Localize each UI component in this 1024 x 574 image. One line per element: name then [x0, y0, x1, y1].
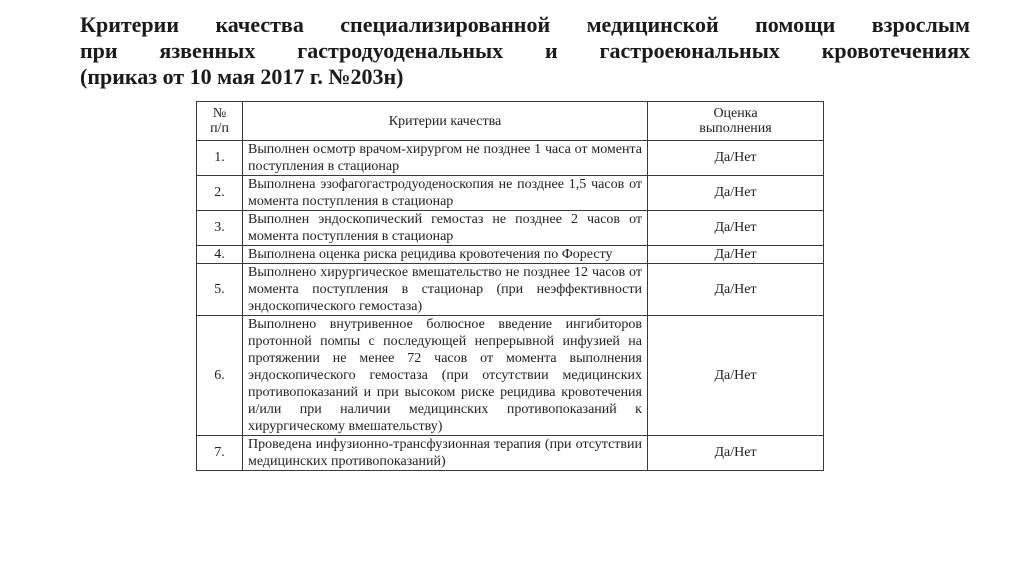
row-number: 7. [197, 436, 243, 471]
row-number: 2. [197, 176, 243, 211]
header-criteria: Критерии качества [243, 102, 648, 141]
table-row [197, 264, 824, 316]
header-number-line-2: п/п [210, 121, 229, 136]
page-title [80, 12, 970, 90]
row-evaluation: Да/Нет [648, 264, 824, 316]
table-row [197, 246, 824, 264]
row-number: 1. [197, 141, 243, 176]
title-line-2: при язвенных гастродуоденальных и гастроеюнальных кровотечениях [80, 38, 970, 63]
table-row [197, 436, 824, 471]
title-line-1: Критерии качества специализированной медицинской помощи взрослым [80, 12, 970, 37]
row-number: 5. [197, 264, 243, 316]
table-header-row [197, 102, 824, 141]
row-evaluation: Да/Нет [648, 211, 824, 246]
header-evaluation-line-1: Оценка [713, 106, 758, 121]
row-evaluation: Да/Нет [648, 436, 824, 471]
row-number: 6. [197, 316, 243, 436]
table-row [197, 141, 824, 176]
header-number [197, 102, 243, 141]
row-evaluation: Да/Нет [648, 316, 824, 436]
table-row [197, 176, 824, 211]
row-criterion: Выполнено хирургическое вмешательство не позднее 12 часов от момента поступления в стационар (при неэффективности эндоскопического гемостаза) [243, 264, 648, 316]
header-evaluation [648, 102, 824, 141]
criteria-table [196, 101, 824, 471]
row-criterion: Выполнен осмотр врачом-хирургом не позднее 1 часа от момента поступления в стационар [243, 141, 648, 176]
scanned-document [196, 101, 823, 471]
row-number: 4. [197, 246, 243, 264]
title-line-3: (приказ от 10 мая 2017 г. №203н) [80, 64, 404, 89]
row-criterion: Выполнен эндоскопический гемостаз не позднее 2 часов от момента поступления в стационар [243, 211, 648, 246]
header-evaluation-line-2: выполнения [699, 121, 772, 136]
table-row [197, 211, 824, 246]
row-criterion: Выполнена эзофагогастродуоденоскопия не позднее 1,5 часов от момента поступления в стационар [243, 176, 648, 211]
row-number: 3. [197, 211, 243, 246]
row-criterion: Выполнено внутривенное болюсное введение ингибиторов протонной помпы с последующей непрерывной инфузией на протяжении не менее 72 часов от момента выполнения эндоскопического гемостаза (при отсутствии медицинских противопоказаний и при высоком риске рецидива кровотечения и/или при наличии медицинских противопоказаний к хирургическому вмешательству) [243, 316, 648, 436]
row-evaluation: Да/Нет [648, 141, 824, 176]
header-number-line-1: № [212, 106, 227, 121]
row-evaluation: Да/Нет [648, 246, 824, 264]
row-criterion: Выполнена оценка риска рецидива кровотечения по Форесту [243, 246, 648, 264]
table-row [197, 316, 824, 436]
row-criterion: Проведена инфузионно-трансфузионная терапия (при отсутствии медицинских противопоказаний) [243, 436, 648, 471]
row-evaluation: Да/Нет [648, 176, 824, 211]
